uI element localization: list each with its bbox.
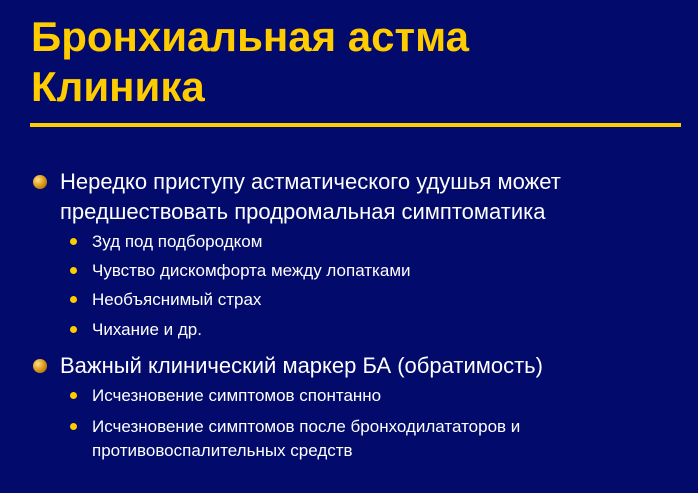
sub-bullet-item — [92, 384, 652, 408]
title-line-2: Клиника — [31, 63, 205, 110]
sub-bullet-item — [92, 230, 652, 254]
sub-bullet-text: Чувство дискомфорта между лопатками — [92, 261, 411, 280]
title-divider — [30, 123, 681, 127]
dot-bullet-icon — [70, 392, 77, 399]
sub-bullet-item — [92, 259, 652, 283]
sub-bullet-text: Чихание и др. — [92, 320, 202, 339]
sub-bullet-text: Зуд под подбородком — [92, 232, 263, 251]
sub-bullet-text: Необъяснимый страх — [92, 290, 262, 309]
title-line-1: Бронхиальная астма — [31, 13, 469, 60]
sub-bullet-text: Исчезновение симптомов после бронходилататоров и противовоспалительных средств — [92, 417, 521, 460]
slide-title — [31, 12, 469, 112]
sphere-bullet-icon — [33, 359, 47, 373]
sub-bullet-item — [92, 318, 652, 342]
sub-bullet-item — [92, 415, 652, 463]
dot-bullet-icon — [70, 267, 77, 274]
sub-bullet-text: Исчезновение симптомов спонтанно — [92, 386, 382, 405]
dot-bullet-icon — [70, 296, 77, 303]
sphere-bullet-icon — [33, 175, 47, 189]
dot-bullet-icon — [70, 423, 77, 430]
bullet-text: Нередко приступу астматического удушья может предшествовать продромальная симптоматика — [60, 169, 561, 224]
dot-bullet-icon — [70, 326, 77, 333]
dot-bullet-icon — [70, 238, 77, 245]
bullet-item — [60, 167, 680, 227]
bullet-item — [60, 351, 680, 381]
sub-bullet-item — [92, 288, 652, 312]
bullet-text: Важный клинический маркер БА (обратимость) — [60, 353, 543, 378]
